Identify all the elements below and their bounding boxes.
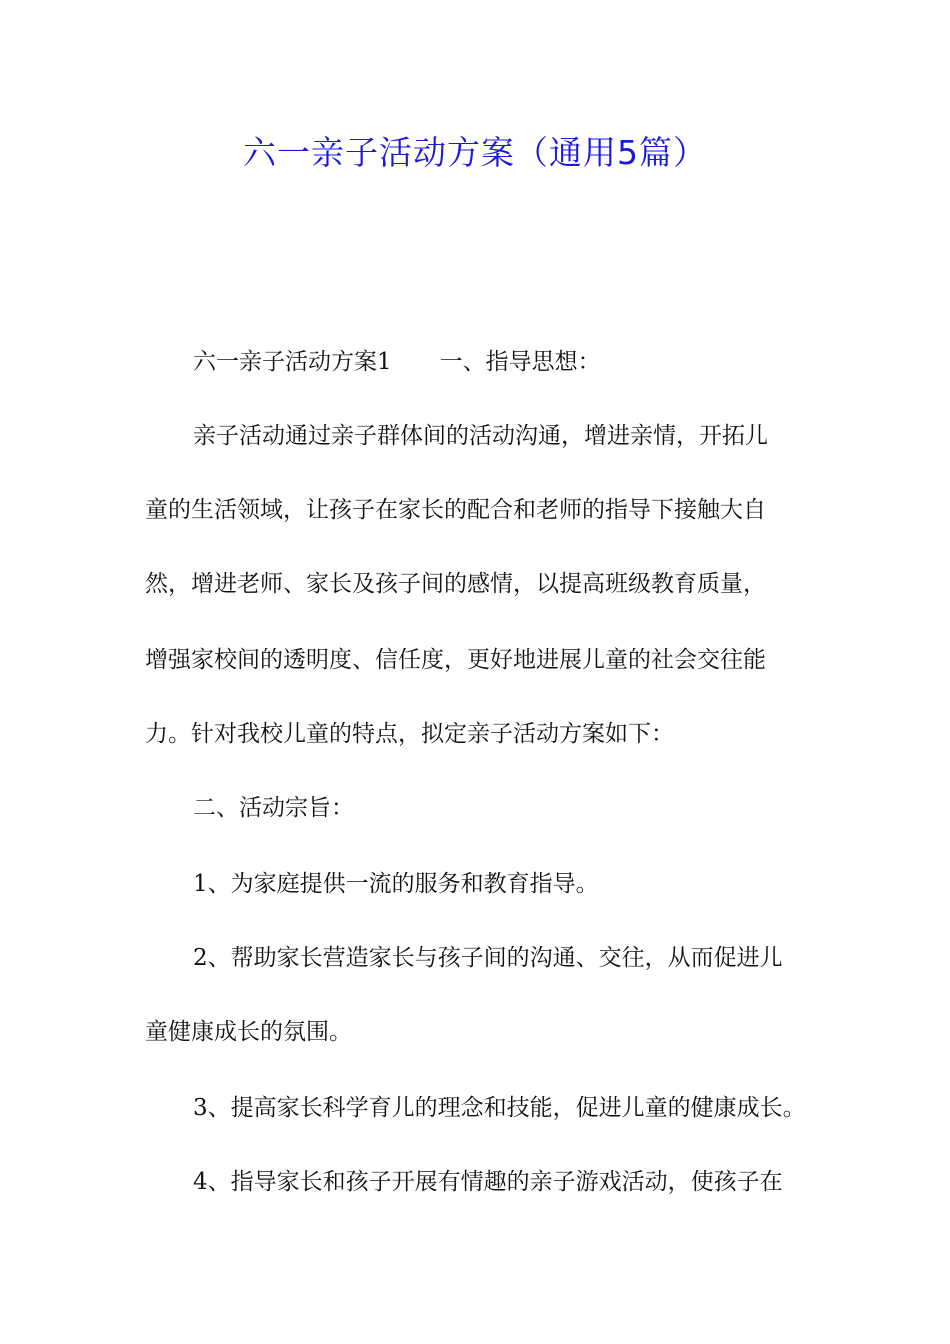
subheading-activity-purpose: 二、活动宗旨：: [193, 795, 354, 821]
list-item-continuation: 童健康成长的氛围。: [145, 1019, 352, 1045]
section-heading-line: [193, 346, 601, 378]
paragraph-line: 亲子活动通过亲子群体间的活动沟通，增进亲情，开拓儿: [193, 423, 768, 449]
list-item: 4、指导家长和孩子开展有情趣的亲子游戏活动，使孩子在: [193, 1169, 783, 1195]
paragraph-line: 力。针对我校儿童的特点，拟定亲子活动方案如下：: [145, 721, 674, 747]
paragraph-line: 童的生活领域，让孩子在家长的配合和老师的指导下接触大自: [145, 497, 766, 523]
list-item: 1、为家庭提供一流的服务和教育指导。: [193, 871, 599, 897]
paragraph-line: 然，增进老师、家长及孩子间的感情，以提高班级教育质量，: [145, 571, 766, 597]
paragraph-line: 增强家校间的透明度、信任度，更好地进展儿童的社会交往能: [145, 647, 766, 673]
list-item: 2、帮助家长营造家长与孩子间的沟通、交往，从而促进儿: [193, 945, 783, 971]
document-title: 六一亲子活动方案（通用5篇）: [243, 133, 707, 172]
list-item: 3、提高家长科学育儿的理念和技能，促进儿童的健康成长。: [193, 1095, 806, 1121]
section-heading: 六一亲子活动方案1: [193, 349, 392, 375]
subheading-guiding-thought: 一、指导思想：: [439, 349, 601, 375]
